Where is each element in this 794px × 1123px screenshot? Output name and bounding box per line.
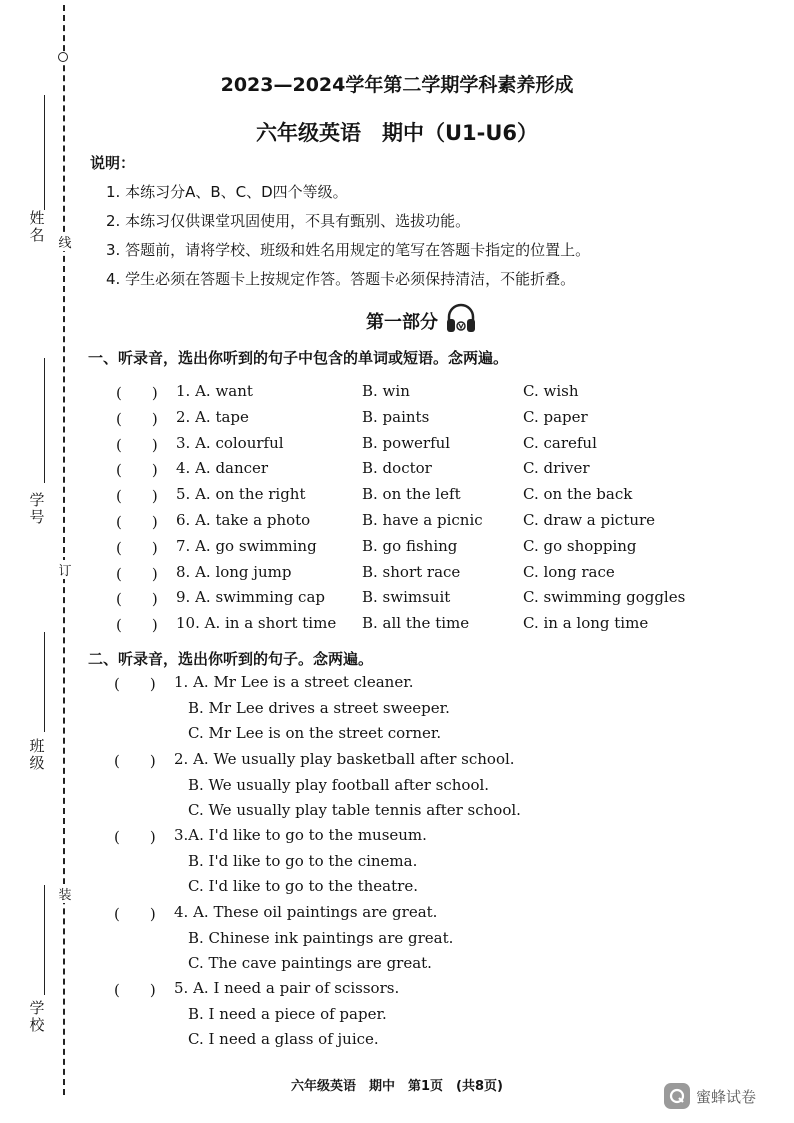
- option-c: C. careful: [523, 434, 597, 452]
- option-b: B. Mr Lee drives a street sweeper.: [188, 699, 450, 717]
- option-a: 7. A. go swimming: [176, 537, 317, 555]
- name-label: 姓名: [29, 209, 45, 244]
- answer-paren[interactable]: ( ): [116, 461, 158, 479]
- notes-heading: 说明：: [90, 154, 136, 172]
- id-blank[interactable]: [44, 358, 45, 483]
- option-b: B. I need a piece of paper.: [188, 1005, 387, 1023]
- option-c: C. driver: [523, 459, 590, 477]
- option-a: 2. A. We usually play basketball after school.: [174, 750, 515, 768]
- option-c: C. swimming goggles: [523, 588, 686, 606]
- binding-char-line: 线: [57, 232, 73, 251]
- option-b: B. swimsuit: [362, 588, 451, 606]
- section2-title: 二、听录音，选出你听到的句子。念两遍。: [88, 650, 374, 668]
- option-c: C. paper: [523, 408, 588, 426]
- answer-paren[interactable]: ( ): [114, 905, 156, 923]
- answer-paren[interactable]: ( ): [114, 752, 156, 770]
- option-b: B. on the left: [362, 485, 461, 503]
- watermark-text: 蜜蜂试卷: [696, 1087, 757, 1106]
- option-a: 1. A. Mr Lee is a street cleaner.: [174, 673, 414, 691]
- answer-paren[interactable]: ( ): [116, 436, 158, 454]
- section1-title: 一、听录音，选出你听到的句子中包含的单词或短语。念两遍。: [88, 349, 509, 367]
- option-b: B. powerful: [362, 434, 451, 452]
- option-a: 3. A. colourful: [176, 434, 284, 452]
- option-c: C. Mr Lee is on the street corner.: [188, 724, 442, 742]
- option-a: 10. A. in a short time: [176, 614, 337, 632]
- note-item: 3. 答题前，请将学校、班级和姓名用规定的笔写在答题卡指定的位置上。: [106, 241, 591, 259]
- page-footer: 六年级英语 期中 第1页 (共8页): [291, 1079, 503, 1094]
- option-c: C. go shopping: [523, 537, 637, 555]
- option-a: 5. A. on the right: [176, 485, 306, 503]
- binding-char-order: 订: [57, 560, 73, 579]
- answer-paren[interactable]: ( ): [116, 590, 158, 608]
- option-a: 8. A. long jump: [176, 563, 292, 581]
- option-a: 3.A. I'd like to go to the museum.: [174, 826, 427, 844]
- binding-ring: [58, 52, 68, 62]
- option-c: C. in a long time: [523, 614, 649, 632]
- answer-paren[interactable]: ( ): [116, 384, 158, 402]
- option-b: B. doctor: [362, 459, 432, 477]
- option-b: B. paints: [362, 408, 430, 426]
- headphones-icon: [444, 302, 478, 340]
- option-c: C. I need a glass of juice.: [188, 1030, 379, 1048]
- option-b: B. go fishing: [362, 537, 458, 555]
- answer-paren[interactable]: ( ): [116, 539, 158, 557]
- note-item: 2. 本练习仅供课堂巩固使用，不具有甄别、选拔功能。: [106, 212, 471, 230]
- option-c: C. I'd like to go to the theatre.: [188, 877, 418, 895]
- option-c: C. We usually play table tennis after school.: [188, 801, 521, 819]
- class-blank[interactable]: [44, 632, 45, 732]
- answer-paren[interactable]: ( ): [116, 616, 158, 634]
- option-b: B. have a picnic: [362, 511, 483, 529]
- option-c: C. long race: [523, 563, 615, 581]
- answer-paren[interactable]: ( ): [116, 487, 158, 505]
- class-label: 班级: [29, 737, 45, 772]
- note-item: 4. 学生必须在答题卡上按规定作答。答题卡必须保持清洁，不能折叠。: [106, 270, 576, 288]
- answer-paren[interactable]: ( ): [116, 565, 158, 583]
- name-blank[interactable]: [44, 95, 45, 210]
- option-b: B. Chinese ink paintings are great.: [188, 929, 454, 947]
- option-c: C. wish: [523, 382, 579, 400]
- option-b: B. all the time: [362, 614, 470, 632]
- answer-paren[interactable]: ( ): [114, 828, 156, 846]
- option-b: B. short race: [362, 563, 461, 581]
- school-blank[interactable]: [44, 885, 45, 995]
- option-c: C. draw a picture: [523, 511, 656, 529]
- option-b: B. win: [362, 382, 410, 400]
- part-title: 第一部分: [366, 312, 438, 333]
- option-c: C. The cave paintings are great.: [188, 954, 432, 972]
- answer-paren[interactable]: ( ): [114, 981, 156, 999]
- option-b: B. We usually play football after school.: [188, 776, 490, 794]
- binding-char-bind: 装: [57, 884, 73, 903]
- option-a: 2. A. tape: [176, 408, 249, 426]
- exam-title: 2023—2024学年第二学期学科素养形成: [220, 74, 574, 96]
- option-c: C. on the back: [523, 485, 633, 503]
- binding-dashed-line: [63, 5, 65, 1095]
- answer-paren[interactable]: ( ): [116, 410, 158, 428]
- bee-logo-icon: [664, 1083, 690, 1109]
- id-label: 学号: [29, 491, 45, 526]
- note-item: 1. 本练习分A、B、C、D四个等级。: [106, 183, 348, 201]
- option-a: 9. A. swimming cap: [176, 588, 326, 606]
- school-label: 学校: [29, 999, 45, 1034]
- answer-paren[interactable]: ( ): [114, 675, 156, 693]
- exam-subtitle: 六年级英语 期中（U1-U6）: [255, 121, 539, 145]
- watermark: [664, 1079, 774, 1113]
- part-heading: [366, 302, 478, 340]
- option-a: 4. A. These oil paintings are great.: [174, 903, 438, 921]
- option-b: B. I'd like to go to the cinema.: [188, 852, 418, 870]
- option-a: 5. A. I need a pair of scissors.: [174, 979, 400, 997]
- option-a: 6. A. take a photo: [176, 511, 311, 529]
- option-a: 1. A. want: [176, 382, 253, 400]
- option-a: 4. A. dancer: [176, 459, 269, 477]
- answer-paren[interactable]: ( ): [116, 513, 158, 531]
